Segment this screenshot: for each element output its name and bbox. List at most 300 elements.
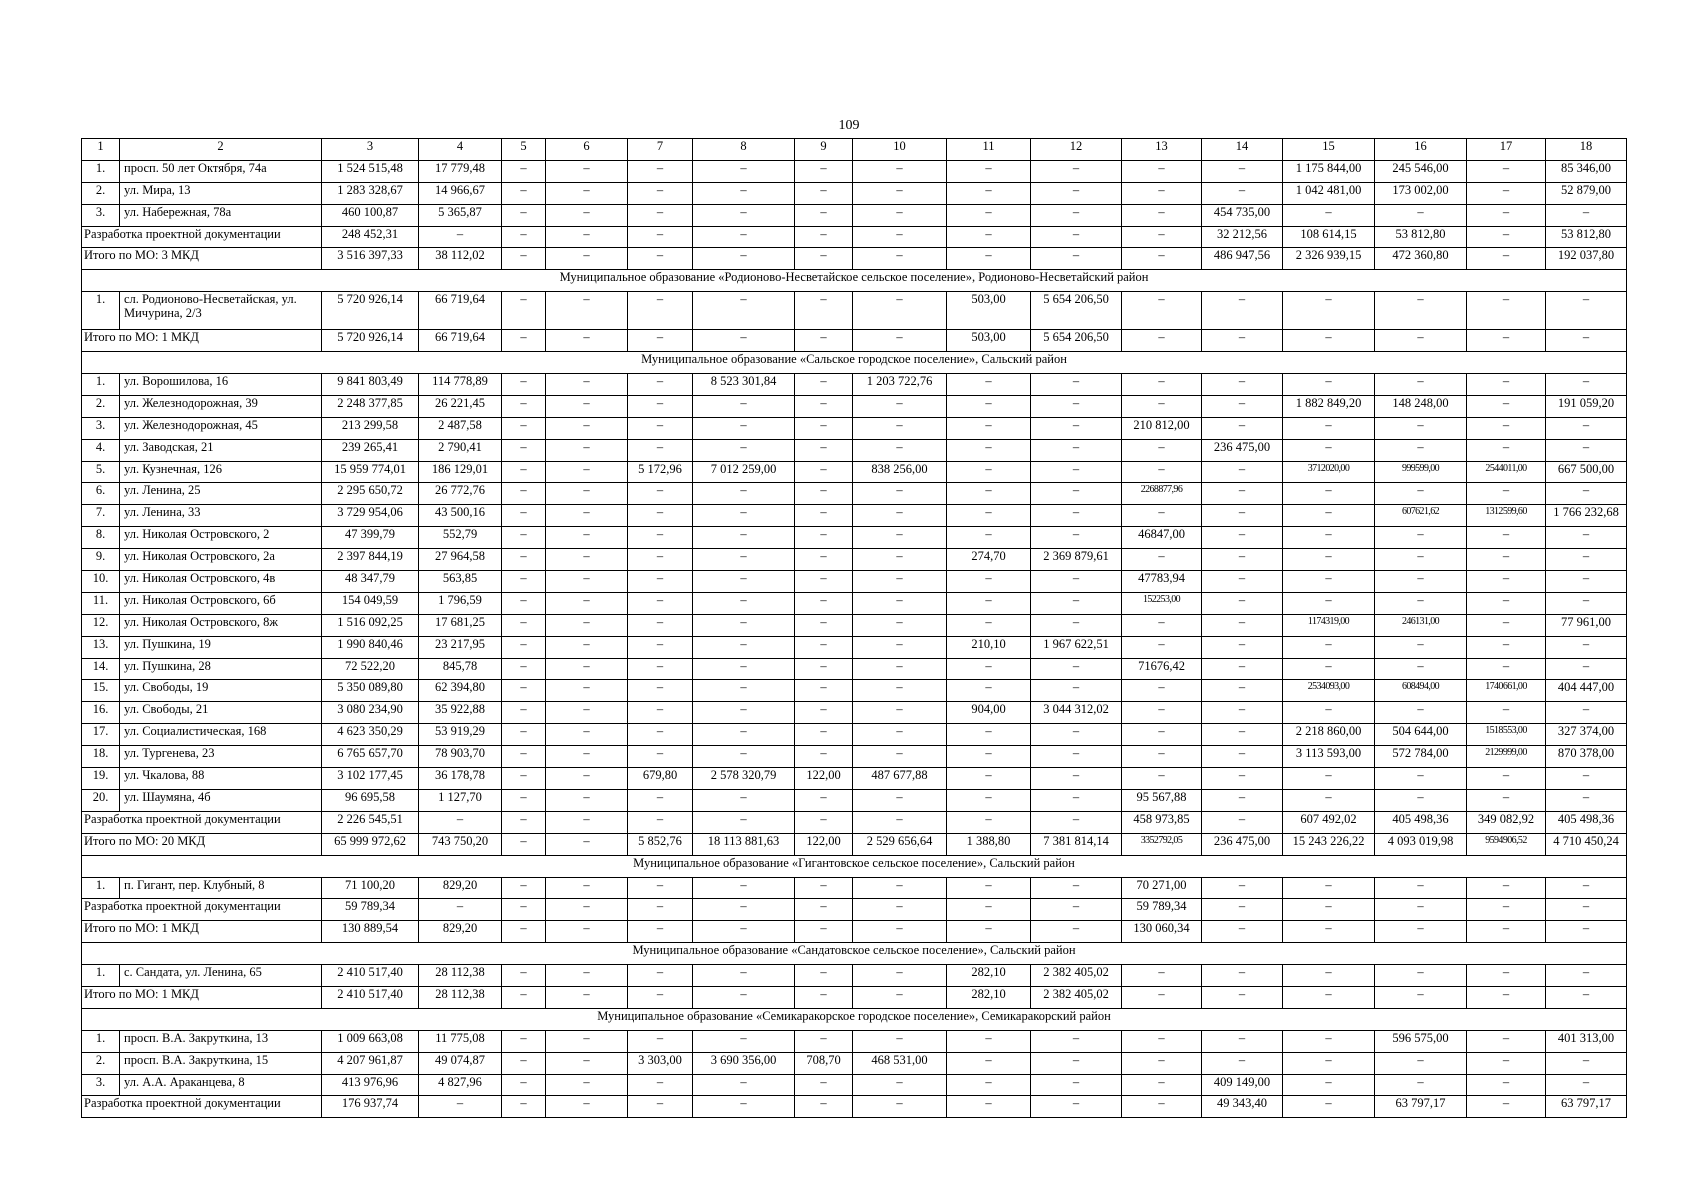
address-cell: ул. Свободы, 21 [120, 702, 322, 724]
value-cell: 458 973,85 [1122, 811, 1202, 833]
section-header-row [82, 1008, 1627, 1030]
table-row [82, 461, 1627, 483]
value-cell: – [1202, 571, 1283, 593]
value-cell: – [1283, 330, 1375, 352]
value-cell: – [693, 248, 795, 270]
value-cell: – [1546, 527, 1627, 549]
value-cell: – [1202, 746, 1283, 768]
value-cell: 2 529 656,64 [853, 833, 947, 855]
value-cell: – [1467, 768, 1546, 790]
value-cell: – [1031, 248, 1122, 270]
value-cell: – [1467, 789, 1546, 811]
value-cell: – [1283, 702, 1375, 724]
value-cell: 829,20 [419, 877, 502, 899]
value-cell: – [502, 636, 546, 658]
value-cell: – [1202, 768, 1283, 790]
value-cell: – [1375, 549, 1467, 571]
address-cell: просп. 50 лет Октября, 74а [120, 160, 322, 182]
value-cell: – [502, 483, 546, 505]
value-cell: 282,10 [947, 986, 1031, 1008]
value-cell: – [628, 877, 693, 899]
value-cell: 845,78 [419, 658, 502, 680]
value-cell: – [1375, 439, 1467, 461]
column-number-cell: 2 [120, 139, 322, 161]
value-cell: 1 516 092,25 [322, 614, 419, 636]
value-cell: – [628, 789, 693, 811]
value-cell: 59 789,34 [322, 899, 419, 921]
column-number-cell: 1 [82, 139, 120, 161]
value-cell: – [628, 965, 693, 987]
value-cell: – [1202, 921, 1283, 943]
value-cell: 468 531,00 [853, 1052, 947, 1074]
value-cell: – [1546, 330, 1627, 352]
value-cell: – [693, 527, 795, 549]
total-row [82, 921, 1627, 943]
value-cell: – [1202, 592, 1283, 614]
value-cell: – [1467, 921, 1546, 943]
value-cell: – [502, 877, 546, 899]
value-cell: 27 964,58 [419, 549, 502, 571]
value-cell: – [947, 746, 1031, 768]
table-row [82, 877, 1627, 899]
value-cell: – [1031, 680, 1122, 702]
value-cell: – [693, 549, 795, 571]
value-cell: – [1202, 483, 1283, 505]
value-cell: 1174319,00 [1283, 614, 1375, 636]
value-cell: – [1031, 746, 1122, 768]
value-cell: – [1202, 658, 1283, 680]
value-cell: – [1375, 877, 1467, 899]
value-cell: 32 212,56 [1202, 226, 1283, 248]
value-cell: – [628, 899, 693, 921]
value-cell: – [1283, 483, 1375, 505]
row-number-cell: 12. [82, 614, 120, 636]
value-cell: – [947, 182, 1031, 204]
value-cell: – [947, 527, 1031, 549]
column-number-cell: 15 [1283, 139, 1375, 161]
value-cell: – [1122, 204, 1202, 226]
value-cell: – [502, 182, 546, 204]
value-cell: 186 129,01 [419, 461, 502, 483]
table-row [82, 1074, 1627, 1096]
value-cell: – [693, 746, 795, 768]
row-number-cell: 20. [82, 789, 120, 811]
value-cell: – [502, 899, 546, 921]
value-cell: 2 326 939,15 [1283, 248, 1375, 270]
value-cell: – [1202, 811, 1283, 833]
table-row [82, 204, 1627, 226]
value-cell: – [1375, 483, 1467, 505]
value-cell: – [693, 292, 795, 330]
value-cell: – [1467, 1052, 1546, 1074]
column-number-cell: 10 [853, 139, 947, 161]
value-cell: 63 797,17 [1546, 1096, 1627, 1118]
value-cell: 404 447,00 [1546, 680, 1627, 702]
value-cell: 274,70 [947, 549, 1031, 571]
address-cell: ул. Николая Островского, 2а [120, 549, 322, 571]
value-cell: 38 112,02 [419, 248, 502, 270]
table-row [82, 636, 1627, 658]
value-cell: – [947, 248, 1031, 270]
value-cell: 122,00 [795, 768, 853, 790]
value-cell: – [795, 160, 853, 182]
row-number-cell: 13. [82, 636, 120, 658]
value-cell: – [693, 1030, 795, 1052]
value-cell: – [502, 226, 546, 248]
value-cell: – [546, 483, 628, 505]
value-cell: 3 113 593,00 [1283, 746, 1375, 768]
value-cell: – [947, 483, 1031, 505]
value-cell: 552,79 [419, 527, 502, 549]
value-cell: – [628, 483, 693, 505]
value-cell: 18 113 881,63 [693, 833, 795, 855]
value-cell: – [546, 833, 628, 855]
value-cell: 28 112,38 [419, 986, 502, 1008]
value-cell: – [1031, 527, 1122, 549]
value-cell: – [1031, 658, 1122, 680]
value-cell: – [853, 702, 947, 724]
value-cell: – [502, 1030, 546, 1052]
value-cell: 1 388,80 [947, 833, 1031, 855]
value-cell: – [1031, 395, 1122, 417]
value-cell: – [1467, 592, 1546, 614]
value-cell: – [1283, 658, 1375, 680]
value-cell: – [546, 248, 628, 270]
value-cell: – [1375, 636, 1467, 658]
value-cell: 1 766 232,68 [1546, 505, 1627, 527]
table-row [82, 614, 1627, 636]
value-cell: – [693, 226, 795, 248]
value-cell: – [546, 680, 628, 702]
value-cell: 3 729 954,06 [322, 505, 419, 527]
value-cell: – [1122, 1074, 1202, 1096]
value-cell: 173 002,00 [1375, 182, 1467, 204]
value-cell: – [546, 724, 628, 746]
address-cell: п. Гигант, пер. Клубный, 8 [120, 877, 322, 899]
value-cell: – [795, 571, 853, 593]
value-cell: – [628, 724, 693, 746]
value-cell: – [693, 182, 795, 204]
value-cell: – [795, 724, 853, 746]
value-cell: 708,70 [795, 1052, 853, 1074]
total-label: Итого по МО: 1 МКД [82, 986, 322, 1008]
value-cell: – [853, 417, 947, 439]
address-cell: ул. Кузнечная, 126 [120, 461, 322, 483]
value-cell: – [502, 658, 546, 680]
value-cell: – [1546, 636, 1627, 658]
value-cell: 52 879,00 [1546, 182, 1627, 204]
value-cell: – [628, 571, 693, 593]
value-cell: 743 750,20 [419, 833, 502, 855]
value-cell: – [947, 921, 1031, 943]
value-cell: – [1467, 330, 1546, 352]
value-cell: – [1283, 1074, 1375, 1096]
row-number-cell: 3. [82, 417, 120, 439]
address-cell: ул. Шаумяна, 4б [120, 789, 322, 811]
value-cell: 503,00 [947, 292, 1031, 330]
value-cell: 17 681,25 [419, 614, 502, 636]
value-cell: 2 790,41 [419, 439, 502, 461]
value-cell: – [628, 614, 693, 636]
value-cell: 36 178,78 [419, 768, 502, 790]
value-cell: – [853, 160, 947, 182]
value-cell: – [853, 1030, 947, 1052]
value-cell: – [853, 965, 947, 987]
value-cell: – [1202, 417, 1283, 439]
value-cell: – [1283, 204, 1375, 226]
value-cell: 5 852,76 [628, 833, 693, 855]
table-row [82, 658, 1627, 680]
value-cell: – [1546, 1052, 1627, 1074]
value-cell: – [546, 1074, 628, 1096]
value-cell: – [1283, 439, 1375, 461]
value-cell: – [693, 899, 795, 921]
value-cell: 1 009 663,08 [322, 1030, 419, 1052]
value-cell: – [853, 636, 947, 658]
address-cell: ул. Свободы, 19 [120, 680, 322, 702]
value-cell: – [502, 592, 546, 614]
value-cell: – [795, 811, 853, 833]
value-cell: 504 644,00 [1375, 724, 1467, 746]
value-cell: – [502, 724, 546, 746]
row-number-cell: 6. [82, 483, 120, 505]
value-cell: – [1031, 204, 1122, 226]
row-number-cell: 2. [82, 395, 120, 417]
value-cell: 47 399,79 [322, 527, 419, 549]
value-cell: – [947, 461, 1031, 483]
table-body [82, 139, 1627, 1118]
value-cell: – [1202, 395, 1283, 417]
value-cell: 245 546,00 [1375, 160, 1467, 182]
table-row [82, 592, 1627, 614]
value-cell: – [1467, 965, 1546, 987]
address-cell: ул. Пушкина, 19 [120, 636, 322, 658]
value-cell: – [1031, 1074, 1122, 1096]
value-cell: – [853, 292, 947, 330]
total-row [82, 899, 1627, 921]
section-title: Муниципальное образование «Сальское городское поселение», Сальский район [82, 352, 1627, 374]
value-cell: – [502, 789, 546, 811]
value-cell: – [947, 614, 1031, 636]
total-label: Итого по МО: 1 МКД [82, 330, 322, 352]
value-cell: 26 772,76 [419, 483, 502, 505]
value-cell: – [947, 1030, 1031, 1052]
value-cell: – [1122, 724, 1202, 746]
value-cell: 210,10 [947, 636, 1031, 658]
value-cell: 667 500,00 [1546, 461, 1627, 483]
value-cell: – [1122, 702, 1202, 724]
value-cell: – [795, 592, 853, 614]
address-cell: ул. Николая Островского, 8ж [120, 614, 322, 636]
value-cell: 2268877,96 [1122, 483, 1202, 505]
value-cell: – [1375, 417, 1467, 439]
value-cell: – [502, 549, 546, 571]
section-header-row [82, 352, 1627, 374]
value-cell: 130 060,34 [1122, 921, 1202, 943]
total-row [82, 811, 1627, 833]
value-cell: – [1122, 680, 1202, 702]
value-cell: – [853, 811, 947, 833]
value-cell: – [1202, 680, 1283, 702]
value-cell: 2 578 320,79 [693, 768, 795, 790]
value-cell: – [693, 395, 795, 417]
value-cell: – [546, 702, 628, 724]
value-cell: 17 779,48 [419, 160, 502, 182]
value-cell: – [1031, 505, 1122, 527]
value-cell: – [546, 204, 628, 226]
value-cell: – [795, 182, 853, 204]
address-cell: ул. Пушкина, 28 [120, 658, 322, 680]
value-cell: – [1546, 702, 1627, 724]
value-cell: – [628, 527, 693, 549]
value-cell: – [795, 921, 853, 943]
value-cell: – [628, 592, 693, 614]
value-cell: – [853, 395, 947, 417]
section-title: Муниципальное образование «Гигантовское сельское поселение», Сальский район [82, 855, 1627, 877]
value-cell: – [1546, 986, 1627, 1008]
value-cell: – [1467, 160, 1546, 182]
value-cell: – [1467, 204, 1546, 226]
value-cell: – [1122, 439, 1202, 461]
table-row [82, 549, 1627, 571]
value-cell: – [693, 965, 795, 987]
total-label: Итого по МО: 3 МКД [82, 248, 322, 270]
row-number-cell: 2. [82, 182, 120, 204]
value-cell: – [1467, 395, 1546, 417]
value-cell: – [947, 811, 1031, 833]
value-cell: – [795, 248, 853, 270]
value-cell: 152253,00 [1122, 592, 1202, 614]
value-cell: – [853, 592, 947, 614]
value-cell: – [693, 204, 795, 226]
value-cell: 236 475,00 [1202, 439, 1283, 461]
value-cell: – [1122, 1030, 1202, 1052]
value-cell: 999599,00 [1375, 461, 1467, 483]
value-cell: – [1375, 702, 1467, 724]
value-cell: – [502, 614, 546, 636]
value-cell: – [947, 789, 1031, 811]
value-cell: – [546, 768, 628, 790]
value-cell: – [795, 292, 853, 330]
total-label: Разработка проектной документации [82, 811, 322, 833]
value-cell: – [546, 330, 628, 352]
value-cell: – [1283, 636, 1375, 658]
value-cell: – [502, 811, 546, 833]
value-cell: – [1467, 1030, 1546, 1052]
value-cell: – [1546, 768, 1627, 790]
section-header-row [82, 943, 1627, 965]
value-cell: – [1467, 439, 1546, 461]
value-cell: 2129999,00 [1467, 746, 1546, 768]
value-cell: – [1122, 614, 1202, 636]
total-label: Разработка проектной документации [82, 1096, 322, 1118]
value-cell: – [947, 1052, 1031, 1074]
value-cell: – [1375, 330, 1467, 352]
address-cell: ул. Набережная, 78а [120, 204, 322, 226]
value-cell: – [1202, 899, 1283, 921]
value-cell: – [546, 395, 628, 417]
value-cell: 5 720 926,14 [322, 292, 419, 330]
value-cell: – [1283, 899, 1375, 921]
value-cell: – [1375, 592, 1467, 614]
value-cell: – [795, 330, 853, 352]
table-row [82, 160, 1627, 182]
value-cell: 26 221,45 [419, 395, 502, 417]
column-number-cell: 18 [1546, 139, 1627, 161]
value-cell: – [853, 680, 947, 702]
value-cell: – [628, 248, 693, 270]
value-cell: – [795, 658, 853, 680]
value-cell: – [1375, 292, 1467, 330]
value-cell: – [947, 395, 1031, 417]
value-cell: 327 374,00 [1546, 724, 1627, 746]
value-cell: – [628, 702, 693, 724]
value-cell: 7 381 814,14 [1031, 833, 1122, 855]
value-cell: 409 149,00 [1202, 1074, 1283, 1096]
column-number-cell: 9 [795, 139, 853, 161]
value-cell: 1 796,59 [419, 592, 502, 614]
column-number-cell: 8 [693, 139, 795, 161]
value-cell: – [1202, 702, 1283, 724]
value-cell: 3352792,05 [1122, 833, 1202, 855]
value-cell: 829,20 [419, 921, 502, 943]
value-cell: – [693, 417, 795, 439]
value-cell: 23 217,95 [419, 636, 502, 658]
value-cell: – [1122, 965, 1202, 987]
value-cell: 3 690 356,00 [693, 1052, 795, 1074]
value-cell: – [1283, 986, 1375, 1008]
value-cell: – [546, 160, 628, 182]
value-cell: – [853, 505, 947, 527]
value-cell: – [1546, 204, 1627, 226]
column-number-cell: 5 [502, 139, 546, 161]
value-cell: – [628, 680, 693, 702]
row-number-cell: 14. [82, 658, 120, 680]
value-cell: – [546, 292, 628, 330]
value-cell: 2 397 844,19 [322, 549, 419, 571]
address-cell: ул. Николая Островского, 4в [120, 571, 322, 593]
value-cell: 608494,00 [1375, 680, 1467, 702]
address-cell: ул. Николая Островского, 2 [120, 527, 322, 549]
value-cell: – [1546, 965, 1627, 987]
value-cell: – [795, 483, 853, 505]
value-cell: 2 226 545,51 [322, 811, 419, 833]
value-cell: – [419, 811, 502, 833]
value-cell: – [1031, 226, 1122, 248]
value-cell: – [546, 226, 628, 248]
row-number-cell: 1. [82, 374, 120, 396]
value-cell: – [1467, 374, 1546, 396]
total-label: Итого по МО: 20 МКД [82, 833, 322, 855]
address-cell: ул. Заводская, 21 [120, 439, 322, 461]
value-cell: 405 498,36 [1546, 811, 1627, 833]
value-cell: 148 248,00 [1375, 395, 1467, 417]
value-cell: 2 369 879,61 [1031, 549, 1122, 571]
value-cell: – [1375, 789, 1467, 811]
value-cell: – [693, 592, 795, 614]
total-label: Разработка проектной документации [82, 899, 322, 921]
total-row [82, 986, 1627, 1008]
value-cell: – [546, 549, 628, 571]
address-cell: ул. А.А. Араканцева, 8 [120, 1074, 322, 1096]
value-cell: 4 093 019,98 [1375, 833, 1467, 855]
value-cell: 486 947,56 [1202, 248, 1283, 270]
value-cell: – [1546, 292, 1627, 330]
value-cell: – [693, 483, 795, 505]
value-cell: – [502, 505, 546, 527]
value-cell: – [628, 1074, 693, 1096]
value-cell: – [947, 1074, 1031, 1096]
